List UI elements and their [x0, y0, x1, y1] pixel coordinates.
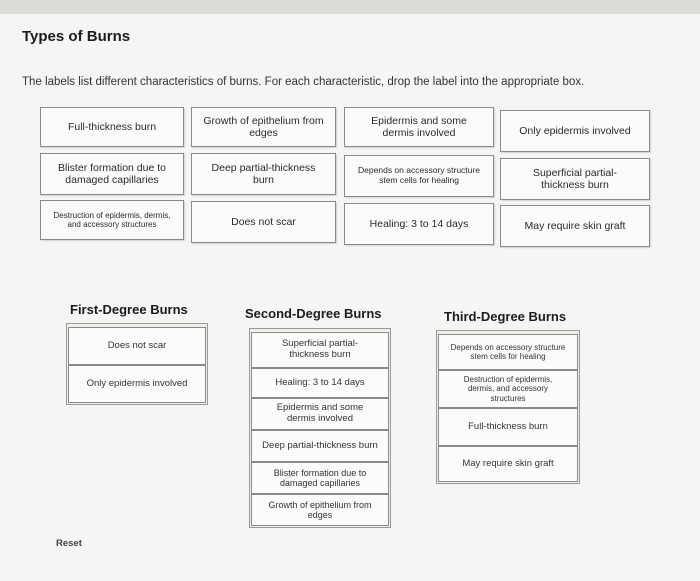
third-item-depends-accessory[interactable]: Depends on accessory structure stem cells for healing [438, 334, 578, 370]
page-title: Types of Burns [22, 28, 131, 45]
label-only-epidermis[interactable]: Only epidermis involved [500, 110, 650, 152]
label-healing-3-14[interactable]: Healing: 3 to 14 days [344, 203, 494, 245]
label-full-thickness-burn[interactable]: Full-thickness burn [40, 107, 184, 147]
third-degree-title: Third-Degree Burns [444, 309, 567, 324]
second-item-healing[interactable]: Healing: 3 to 14 days [251, 368, 389, 398]
reset-button[interactable]: Reset [56, 538, 82, 549]
label-blister-formation[interactable]: Blister formation due to damaged capillaries [40, 153, 184, 195]
top-bar [0, 0, 700, 14]
label-deep-partial[interactable]: Deep partial-thickness burn [191, 153, 336, 195]
second-item-epidermis-dermis[interactable]: Epidermis and some dermis involved [251, 398, 389, 430]
instructions: The labels list different characteristics of burns. For each characteristic, drop the label into the appropriate box. [22, 76, 585, 88]
third-item-skin-graft[interactable]: May require skin graft [438, 446, 578, 482]
second-item-growth-epithelium[interactable]: Growth of epithelium from edges [251, 494, 389, 526]
second-item-blister[interactable]: Blister formation due to damaged capillaries [251, 462, 389, 494]
label-growth-epithelium[interactable]: Growth of epithelium from edges [191, 107, 336, 147]
label-may-require-graft[interactable]: May require skin graft [500, 205, 650, 247]
third-item-destruction[interactable]: Destruction of epidermis, dermis, and accessory structures [438, 370, 578, 408]
second-item-superficial[interactable]: Superficial partial-thickness burn [251, 332, 389, 368]
label-does-not-scar[interactable]: Does not scar [191, 201, 336, 243]
label-epidermis-some-dermis[interactable]: Epidermis and some dermis involved [344, 107, 494, 147]
second-item-deep-partial[interactable]: Deep partial-thickness burn [251, 430, 389, 462]
first-item-does-not-scar[interactable]: Does not scar [68, 327, 206, 365]
label-depends-accessory[interactable]: Depends on accessory structure stem cells for healing [344, 155, 494, 197]
label-destruction-epidermis[interactable]: Destruction of epidermis, dermis, and accessory structures [40, 200, 184, 240]
first-degree-title: First-Degree Burns [70, 302, 188, 317]
third-item-full-thickness[interactable]: Full-thickness burn [438, 408, 578, 446]
label-superficial-partial[interactable]: Superficial partial-thickness burn [500, 158, 650, 200]
first-item-only-epidermis[interactable]: Only epidermis involved [68, 365, 206, 403]
second-degree-title: Second-Degree Burns [245, 306, 382, 321]
